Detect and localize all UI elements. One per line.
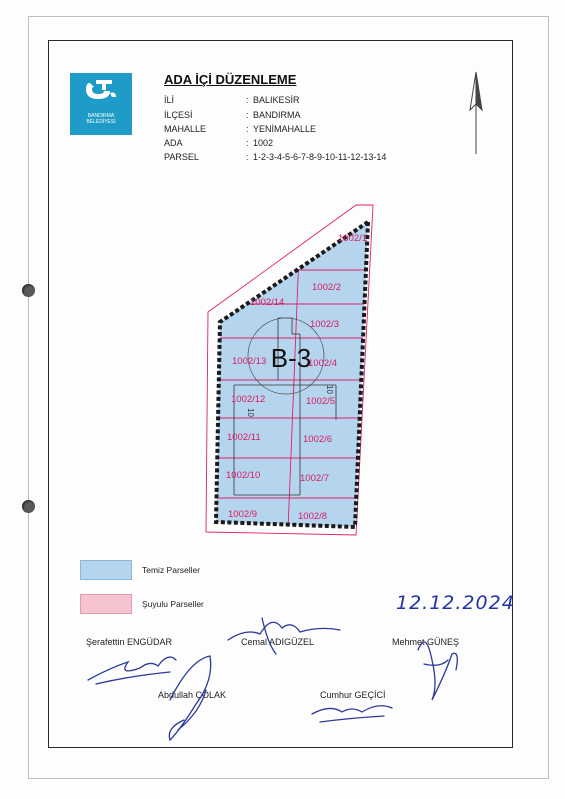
info-colon: : (246, 138, 249, 148)
signature-3-scribble (418, 642, 457, 700)
parcel-label-4: 1002/4 (308, 358, 338, 369)
parcel-label-11: 1002/11 (227, 432, 261, 443)
parcel-label-13: 1002/13 (232, 356, 267, 367)
info-value: 1-2-3-4-5-6-7-8-9-10-11-12-13-14 (253, 152, 387, 162)
block-label: B-3 (270, 343, 312, 373)
signature-5-scribble (312, 706, 392, 722)
parcel-label-3: 1002/3 (310, 319, 340, 330)
parcel-label-9: 1002/9 (228, 509, 258, 520)
signatory-4: Abdullah ÇOLAK (158, 690, 227, 700)
page-title: ADA İÇİ DÜZENLEME (164, 72, 297, 87)
signatory-5: Cumhur GEÇİCİ (320, 690, 386, 700)
legend-label-shared: Şuyulu Parseller (142, 599, 204, 609)
dimension-right: 10 (325, 385, 334, 394)
parcel-label-12: 1002/12 (231, 394, 266, 405)
signature-date: 12.12.2024 (396, 592, 515, 614)
parcel-label-8: 1002/8 (298, 511, 328, 522)
info-value: BANDIRMA (253, 110, 301, 120)
parcel-label-10: 1002/10 (226, 470, 261, 481)
signatory-2: Cemal ADIGÜZEL (241, 637, 315, 647)
dimension-left: 10 (246, 408, 255, 417)
legend-label-clean: Temiz Parseller (142, 565, 201, 575)
signatory-3: Mehmet GÜNEŞ (392, 637, 460, 647)
info-colon: : (246, 110, 249, 120)
info-label: MAHALLE (164, 124, 207, 134)
parcel-label-2: 1002/2 (312, 282, 342, 293)
info-label: İLÇESİ (164, 110, 193, 120)
signature-4-scribble (169, 656, 210, 740)
info-label: ADA (164, 138, 183, 148)
info-value: YENİMAHALLE (253, 124, 317, 134)
info-colon: : (246, 95, 249, 105)
info-value: BALIKESİR (253, 95, 300, 105)
parcel-label-14: 1002/14 (250, 297, 285, 308)
info-value: 1002 (253, 138, 274, 148)
logo-line-1: BANDIRMA (87, 113, 115, 119)
info-label: İLİ (164, 95, 175, 105)
info-colon: : (246, 124, 249, 134)
parcel-label-1: 1002/1 (338, 233, 368, 244)
signature-2-scribble (228, 618, 340, 654)
parcel-label-7: 1002/7 (300, 473, 330, 484)
logo-line-2: BELEDİYESİ (86, 119, 116, 125)
info-colon: : (246, 152, 249, 162)
signature-1-scribble (88, 657, 176, 684)
parcel-label-6: 1002/6 (303, 434, 333, 445)
signatory-1: Şerafettin ENGÜDAR (86, 637, 173, 647)
info-label: PARSEL (164, 152, 199, 162)
parcel-label-5: 1002/5 (306, 396, 336, 407)
